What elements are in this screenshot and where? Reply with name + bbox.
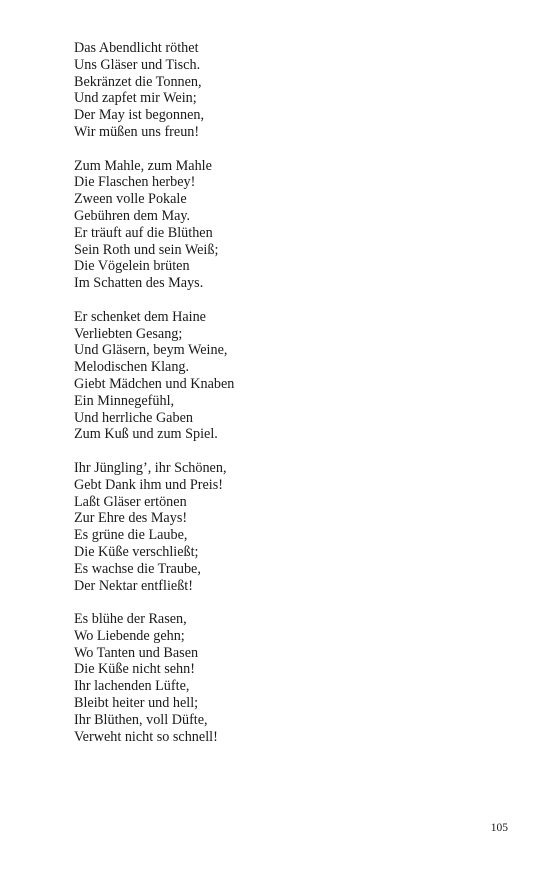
- poem-line: Zum Kuß und zum Spiel.: [74, 426, 218, 443]
- stanza-3: [74, 309, 494, 443]
- poem-line: Ein Minnegefühl,: [74, 392, 175, 409]
- poem-line: Laßt Gläser ertönen: [74, 493, 187, 510]
- poem-line: Wo Tanten und Basen: [74, 644, 199, 661]
- poem-line: Und zapfet mir Wein;: [74, 90, 197, 107]
- poem-line: Wo Liebende gehn;: [74, 627, 185, 644]
- poem-line: Gebt Dank ihm und Preis!: [74, 476, 223, 493]
- poem-line: Verliebten Gesang;: [74, 325, 183, 342]
- poem-line: Und herrliche Gaben: [74, 409, 193, 426]
- poem-line: Bekränzet die Tonnen,: [74, 73, 202, 90]
- poem-line: Die Vögelein brüten: [74, 258, 190, 275]
- poem-line: Sein Roth und sein Weiß;: [74, 241, 219, 258]
- poem-text: [74, 40, 494, 745]
- poem-line: Die Flaschen herbey!: [74, 174, 196, 191]
- poem-line: Wir müßen uns freun!: [74, 123, 200, 140]
- poem-line: Der May ist begonnen,: [74, 107, 205, 124]
- poem-line: Er schenket dem Haine: [74, 308, 206, 325]
- stanza-1: [74, 40, 494, 141]
- poem-line: Uns Gläser und Tisch.: [74, 56, 201, 73]
- stanza-5: [74, 611, 494, 745]
- poem-line: Verweht nicht so schnell!: [74, 728, 218, 745]
- poem-line: Zween volle Pokale: [74, 191, 187, 208]
- poem-line: Ihr lachenden Lüfte,: [74, 678, 190, 695]
- poem-line: Es blühe der Rasen,: [74, 611, 187, 628]
- poem-line: Im Schatten des Mays.: [74, 275, 204, 292]
- poem-line: Der Nektar entfließt!: [74, 577, 193, 594]
- poem-line: Giebt Mädchen und Knaben: [74, 375, 235, 392]
- poem-line: Und Gläsern, beym Weine,: [74, 342, 228, 359]
- poem-line: Es grüne die Laube,: [74, 527, 188, 544]
- poem-line: Es wachse die Traube,: [74, 560, 201, 577]
- poem-line: Das Abendlicht röthet: [74, 40, 199, 56]
- poem-line: Zur Ehre des Mays!: [74, 510, 188, 527]
- poem-line: Ihr Blüthen, voll Düfte,: [74, 711, 208, 728]
- poem-line: Bleibt heiter und hell;: [74, 695, 199, 712]
- poem-line: Die Küße nicht sehn!: [74, 661, 195, 678]
- page-number: 105: [490, 822, 508, 834]
- poem-line: Die Küße verschließt;: [74, 543, 199, 560]
- stanza-2: [74, 158, 494, 292]
- stanza-4: [74, 460, 494, 594]
- poem-line: Zum Mahle, zum Mahle: [74, 157, 212, 174]
- poem-line: Melodischen Klang.: [74, 359, 190, 376]
- poem-line: Gebühren dem May.: [74, 207, 191, 224]
- poem-line: Ihr Jüngling’, ihr Schönen,: [74, 459, 227, 476]
- poem-line: Er träuft auf die Blüthen: [74, 224, 213, 241]
